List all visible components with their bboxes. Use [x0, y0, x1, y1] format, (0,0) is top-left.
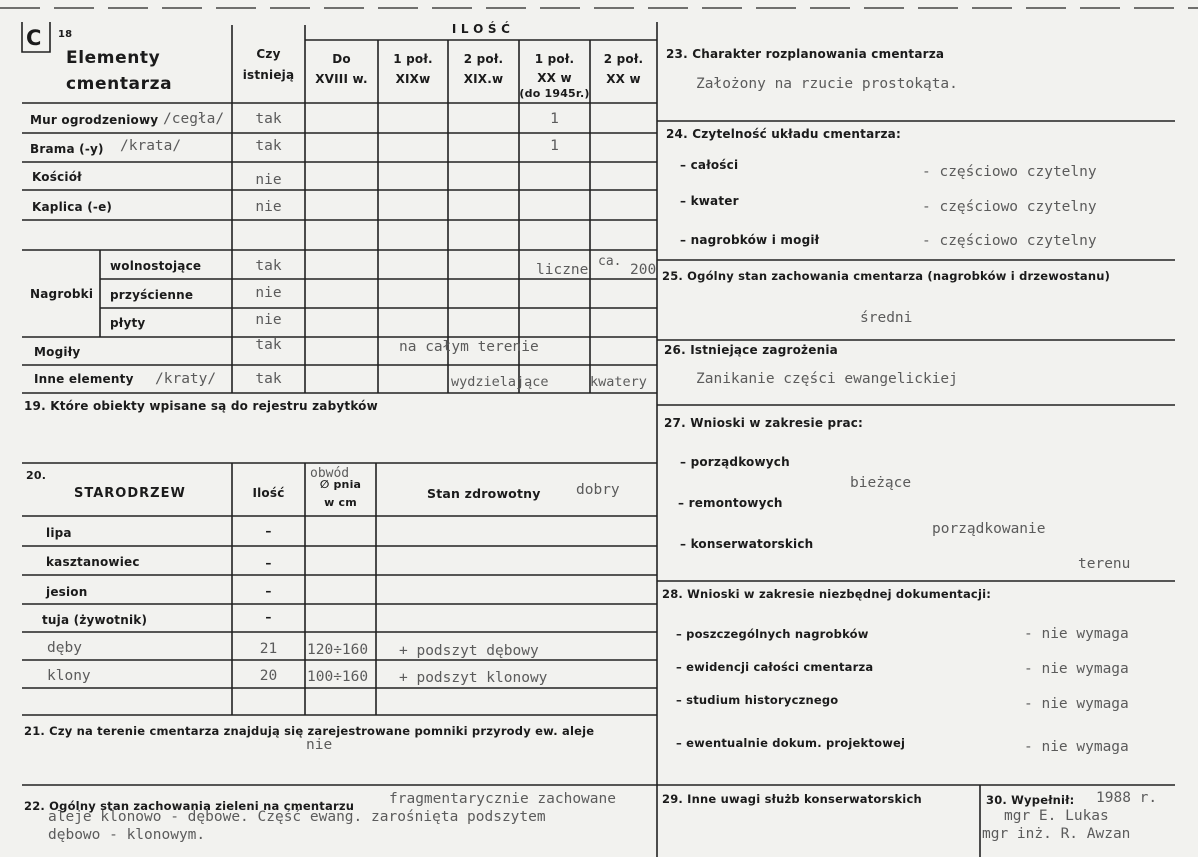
- tree-note-6: + podszyt klonowy: [399, 670, 548, 686]
- q30-year: 1988 r.: [1096, 790, 1158, 806]
- q21-answer: nie: [306, 737, 333, 753]
- col-header-3-l1: 2 poł.: [463, 52, 504, 66]
- q26-label: 26. Istniejące zagrożenia: [664, 343, 838, 357]
- col-header-1-l2: XVIII w.: [315, 72, 368, 86]
- tree-count-3: –: [265, 584, 272, 598]
- tree-note-5: + podszyt dębowy: [399, 643, 539, 659]
- q23-answer: Założony na rzucie prostokąta.: [696, 76, 958, 92]
- row-value-mur: 1: [550, 111, 559, 127]
- col-header-5-l2: XX w: [606, 72, 641, 86]
- q27-answer-3: terenu: [1078, 556, 1131, 572]
- card-number: 18: [58, 29, 73, 40]
- row-extra-brama: /krata/: [120, 138, 182, 154]
- header-title-line2: cmentarza: [66, 74, 173, 94]
- row-extra-mur: /cegła/: [163, 111, 225, 127]
- q20-stan-value: dobry: [576, 482, 620, 498]
- q30-person-2: mgr inż. R. Awzan: [982, 826, 1131, 842]
- header-ilosc: I L O Ś Ć: [451, 22, 511, 36]
- row-label-mur: Mur ogrodzeniowy: [30, 113, 159, 127]
- q21-label: 21. Czy na terenie cmentarza znajdują się zarejestrowane pomniki przyrody ew. aleje: [24, 724, 595, 738]
- q25-answer: średni: [860, 310, 913, 326]
- row-note-mogily: na całym terenie: [399, 339, 539, 355]
- row-note1-inne: wydzielające: [451, 374, 549, 390]
- row-label-plyty: płyty: [110, 316, 146, 330]
- row-label-przyscienne: przyścienne: [110, 288, 194, 302]
- row-exists-inne: tak: [255, 371, 282, 387]
- tree-obwod-5: 120÷160: [307, 642, 369, 658]
- q28-item-1: – poszczególnych nagrobków: [676, 627, 869, 641]
- q22-line2: aleje klonowo - dębowe. Część ewang. zarośnięta podszytem: [48, 809, 546, 825]
- col-header-5-l1: 2 poł.: [603, 52, 644, 66]
- q28-label: 28. Wnioski w zakresie niezbędnej dokumentacji:: [662, 587, 992, 601]
- q26-answer: Zanikanie części ewangelickiej: [696, 371, 958, 387]
- q22-line3: dębowo - klonowym.: [48, 827, 206, 843]
- row-exists-kaplica: nie: [255, 199, 282, 215]
- q20-ilosc-header: Ilość: [252, 486, 285, 500]
- row-exists-wolnostojace: tak: [255, 258, 282, 274]
- q30-label: 30. Wypełnił:: [986, 793, 1075, 807]
- q22-line1: fragmentarycznie zachowane: [389, 791, 616, 807]
- row-label-mogily: Mogiły: [34, 345, 81, 359]
- row-label-wolnostojace: wolnostojące: [110, 259, 202, 273]
- col-header-4-l1: 1 poł.: [534, 52, 575, 66]
- tree-count-2: –: [265, 556, 272, 570]
- q28-item-4: – ewentualnie dokum. projektowej: [676, 736, 906, 750]
- tree-name-6: klony: [47, 668, 91, 684]
- card-letter: C: [26, 26, 43, 50]
- col-header-1-l1: Do: [332, 52, 351, 66]
- tree-count-6: 20: [259, 668, 278, 684]
- col-header-4-l2: XX w: [537, 71, 572, 85]
- q28-item-3: – studium historycznego: [676, 693, 839, 707]
- header-exists-l1: Czy: [256, 47, 281, 61]
- tree-name-5: dęby: [47, 640, 82, 656]
- tree-name-3: jesion: [46, 585, 88, 599]
- row-num-wolnostojace: 200: [630, 262, 657, 278]
- q22-label: 22. Ogólny stan zachowania zieleni na cmentarzu: [24, 799, 355, 813]
- row-exists-brama: tak: [255, 138, 282, 154]
- q24-label: 24. Czytelność układu cmentarza:: [666, 127, 901, 141]
- col-header-4-l3: (do 1945r.): [519, 87, 590, 100]
- q27-item-3: – konserwatorskich: [680, 537, 814, 551]
- header-title-line1: Elementy: [66, 48, 161, 68]
- q20-stan-header: Stan zdrowotny: [427, 486, 541, 501]
- q20-obwod-typed: obwód: [310, 466, 350, 481]
- tree-count-5: 21: [259, 641, 278, 657]
- q20-header: STARODRZEW: [74, 486, 186, 501]
- col-header-2-l1: 1 poł.: [393, 52, 433, 66]
- q24-answer-1: - częściowo czytelny: [922, 164, 1097, 180]
- q28-answer-2: - nie wymaga: [1024, 661, 1129, 677]
- q24-item-2: – kwater: [680, 194, 739, 208]
- row-note2-inne: kwatery: [590, 374, 647, 390]
- row-sup-wolnostojace: ca.: [598, 254, 622, 269]
- row-label-kosciol: Kościół: [32, 170, 82, 184]
- q27-answer-1: bieżące: [850, 475, 912, 491]
- row-label-brama: Brama (-y): [30, 142, 104, 156]
- q25-label: 25. Ogólny stan zachowania cmentarza (nagrobków i drzewostanu): [662, 269, 1111, 283]
- q19-label: 19. Które obiekty wpisane są do rejestru zabytków: [24, 399, 378, 413]
- tree-name-2: kasztanowiec: [46, 555, 140, 569]
- tree-name-4: tuja (żywotnik): [42, 613, 148, 627]
- tree-obwod-6: 100÷160: [307, 669, 369, 685]
- q27-label: 27. Wnioski w zakresie prac:: [664, 416, 864, 430]
- row-label-inne: Inne elementy: [34, 372, 134, 386]
- q24-item-1: – całości: [680, 158, 739, 172]
- row-value-wolnostojace: liczne: [536, 262, 589, 278]
- q20-number: 20.: [26, 469, 47, 482]
- q27-item-1: – porządkowych: [680, 455, 790, 469]
- q29-label: 29. Inne uwagi służb konserwatorskich: [662, 792, 922, 806]
- row-label-kaplica: Kaplica (-e): [32, 200, 113, 214]
- row-value-brama: 1: [550, 138, 559, 154]
- q27-item-2: – remontowych: [678, 496, 783, 510]
- tree-count-4: –: [265, 610, 272, 624]
- q24-answer-2: - częściowo czytelny: [922, 199, 1097, 215]
- tree-name-1: lipa: [46, 526, 72, 540]
- q28-item-2: – ewidencji całości cmentarza: [676, 660, 874, 674]
- q20-obwod-l2: w cm: [324, 496, 357, 509]
- header-exists-l2: istnieją: [242, 68, 295, 82]
- row-exists-mur: tak: [255, 111, 282, 127]
- q24-answer-3: - częściowo czytelny: [922, 233, 1097, 249]
- q28-answer-4: - nie wymaga: [1024, 739, 1129, 755]
- q27-answer-2: porządkowanie: [932, 521, 1046, 537]
- row-exists-przyscienne: nie: [255, 285, 282, 301]
- col-header-2-l2: XIXw: [395, 72, 431, 86]
- row-exists-kosciol: nie: [255, 172, 282, 188]
- q28-answer-3: - nie wymaga: [1024, 696, 1129, 712]
- row-label-nagrobki: Nagrobki: [30, 287, 94, 301]
- col-header-3-l2: XIX.w: [463, 72, 504, 86]
- q20-obwod-l1: ∅ pnia: [319, 478, 362, 491]
- q23-label: 23. Charakter rozplanowania cmentarza: [666, 47, 945, 61]
- row-extra-inne: /kraty/: [155, 371, 217, 387]
- q28-answer-1: - nie wymaga: [1024, 626, 1129, 642]
- q24-item-3: – nagrobków i mogił: [680, 233, 820, 247]
- row-exists-mogily: tak: [255, 337, 282, 353]
- q30-person-1: mgr E. Lukas: [1004, 808, 1109, 824]
- row-exists-plyty: nie: [255, 312, 282, 328]
- tree-count-1: –: [265, 524, 272, 538]
